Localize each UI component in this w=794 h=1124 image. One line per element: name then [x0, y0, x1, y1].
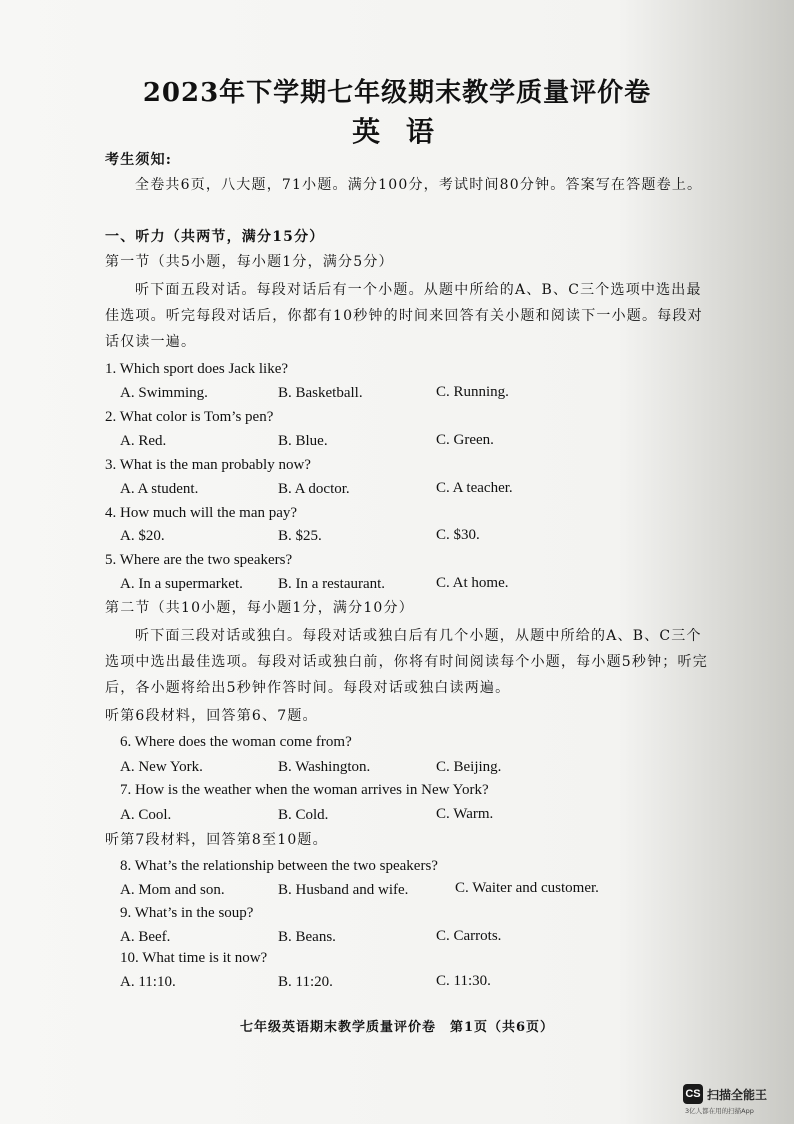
option-a: A. $20. — [120, 528, 165, 544]
option-c: C. Running. — [436, 384, 509, 400]
option-c: C. At home. — [436, 575, 509, 591]
camscanner-icon: CS — [683, 1084, 703, 1104]
option-b: B. A doctor. — [278, 481, 350, 497]
option-b: B. Blue. — [278, 433, 328, 449]
question-text: 2. What color is Tom’s pen? — [105, 409, 274, 425]
question-text: 5. Where are the two speakers? — [105, 552, 293, 568]
question-text: 6. Where does the woman come from? — [120, 734, 352, 750]
option-b: B. 11:20. — [278, 974, 333, 990]
option-c: C. Waiter and customer. — [455, 880, 599, 896]
section-listening-heading: 一、听力（共两节，满分15分） — [105, 229, 325, 245]
question-text: 7. How is the weather when the woman arrives in New York? — [120, 782, 489, 798]
part1-heading: 第一节（共5小题，每小题1分，满分5分） — [105, 254, 394, 270]
scanner-watermark — [683, 1084, 767, 1104]
option-c: C. Warm. — [436, 806, 494, 822]
material-7-note: 听第7段材料，回答第8至10题。 — [105, 832, 328, 848]
option-c: C. 11:30. — [436, 973, 491, 989]
option-a: A. Mom and son. — [120, 882, 225, 898]
option-a: A. Cool. — [120, 807, 172, 823]
subject-title: 英 语 — [352, 115, 442, 148]
option-c: C. Beijing. — [436, 759, 502, 775]
question-text: 4. How much will the man pay? — [105, 505, 298, 521]
option-b: B. Basketball. — [278, 385, 363, 401]
scanner-tagline: 3亿人都在用的扫描App — [685, 1107, 754, 1115]
question-text: 3. What is the man probably now? — [105, 457, 311, 473]
question-text: 9. What’s in the soup? — [120, 905, 254, 921]
option-b: B. In a restaurant. — [278, 576, 386, 592]
option-a: A. Beef. — [120, 929, 171, 945]
part1-instruction-line: 听下面五段对话。每段对话后有一个小题。从题中所给的A、B、C三个选项中选出最 — [135, 282, 702, 298]
material-6-note: 听第6段材料，回答第6、7题。 — [105, 708, 318, 724]
scanner-app-name: 扫描全能王 — [707, 1087, 768, 1102]
exam-title: 2023年下学期七年级期末教学质量评价卷 — [142, 78, 652, 108]
option-a: A. In a supermarket. — [120, 576, 243, 592]
option-a: A. New York. — [120, 759, 203, 775]
option-b: B. Beans. — [278, 929, 336, 945]
part2-heading: 第二节（共10小题，每小题1分，满分10分） — [105, 600, 414, 616]
part2-instruction-line: 选项中选出最佳选项。每段对话或独白前，你将有时间阅读每个小题，每小题5秒钟；听完 — [105, 654, 708, 670]
part1-instruction-line: 佳选项。听完每段对话后，你都有10秒钟的时间来回答有关小题和阅读下一小题。每段对 — [105, 308, 703, 324]
option-b: B. $25. — [278, 528, 322, 544]
question-text: 8. What’s the relationship between the two speakers? — [120, 858, 438, 874]
option-c: C. $30. — [436, 527, 480, 543]
notice-text: 全卷共6页，八大题，71小题。满分100分，考试时间80分钟。答案写在答题卷上。 — [135, 177, 703, 193]
part2-instruction-line: 后，各小题将给出5秒钟作答时间。每段对话或独白读两遍。 — [105, 680, 511, 696]
option-b: B. Washington. — [278, 759, 371, 775]
option-a: A. 11:10. — [120, 974, 176, 990]
question-text: 10. What time is it now? — [120, 950, 268, 966]
option-a: A. Red. — [120, 433, 167, 449]
option-b: B. Husband and wife. — [278, 882, 409, 898]
option-c: C. A teacher. — [436, 480, 513, 496]
part1-instruction-line: 话仅读一遍。 — [105, 334, 197, 350]
option-a: A. Swimming. — [120, 385, 208, 401]
option-c: C. Carrots. — [436, 928, 502, 944]
page-footer: 七年级英语期末教学质量评价卷 第1页（共6页） — [239, 1020, 555, 1035]
option-b: B. Cold. — [278, 807, 329, 823]
option-a: A. A student. — [120, 481, 199, 497]
question-text: 1. Which sport does Jack like? — [105, 361, 289, 377]
part2-instruction-line: 听下面三段对话或独白。每段对话或独白后有几个小题，从题中所给的A、B、C三个 — [135, 628, 702, 644]
notice-label: 考生须知: — [105, 152, 173, 168]
option-c: C. Green. — [436, 432, 494, 448]
